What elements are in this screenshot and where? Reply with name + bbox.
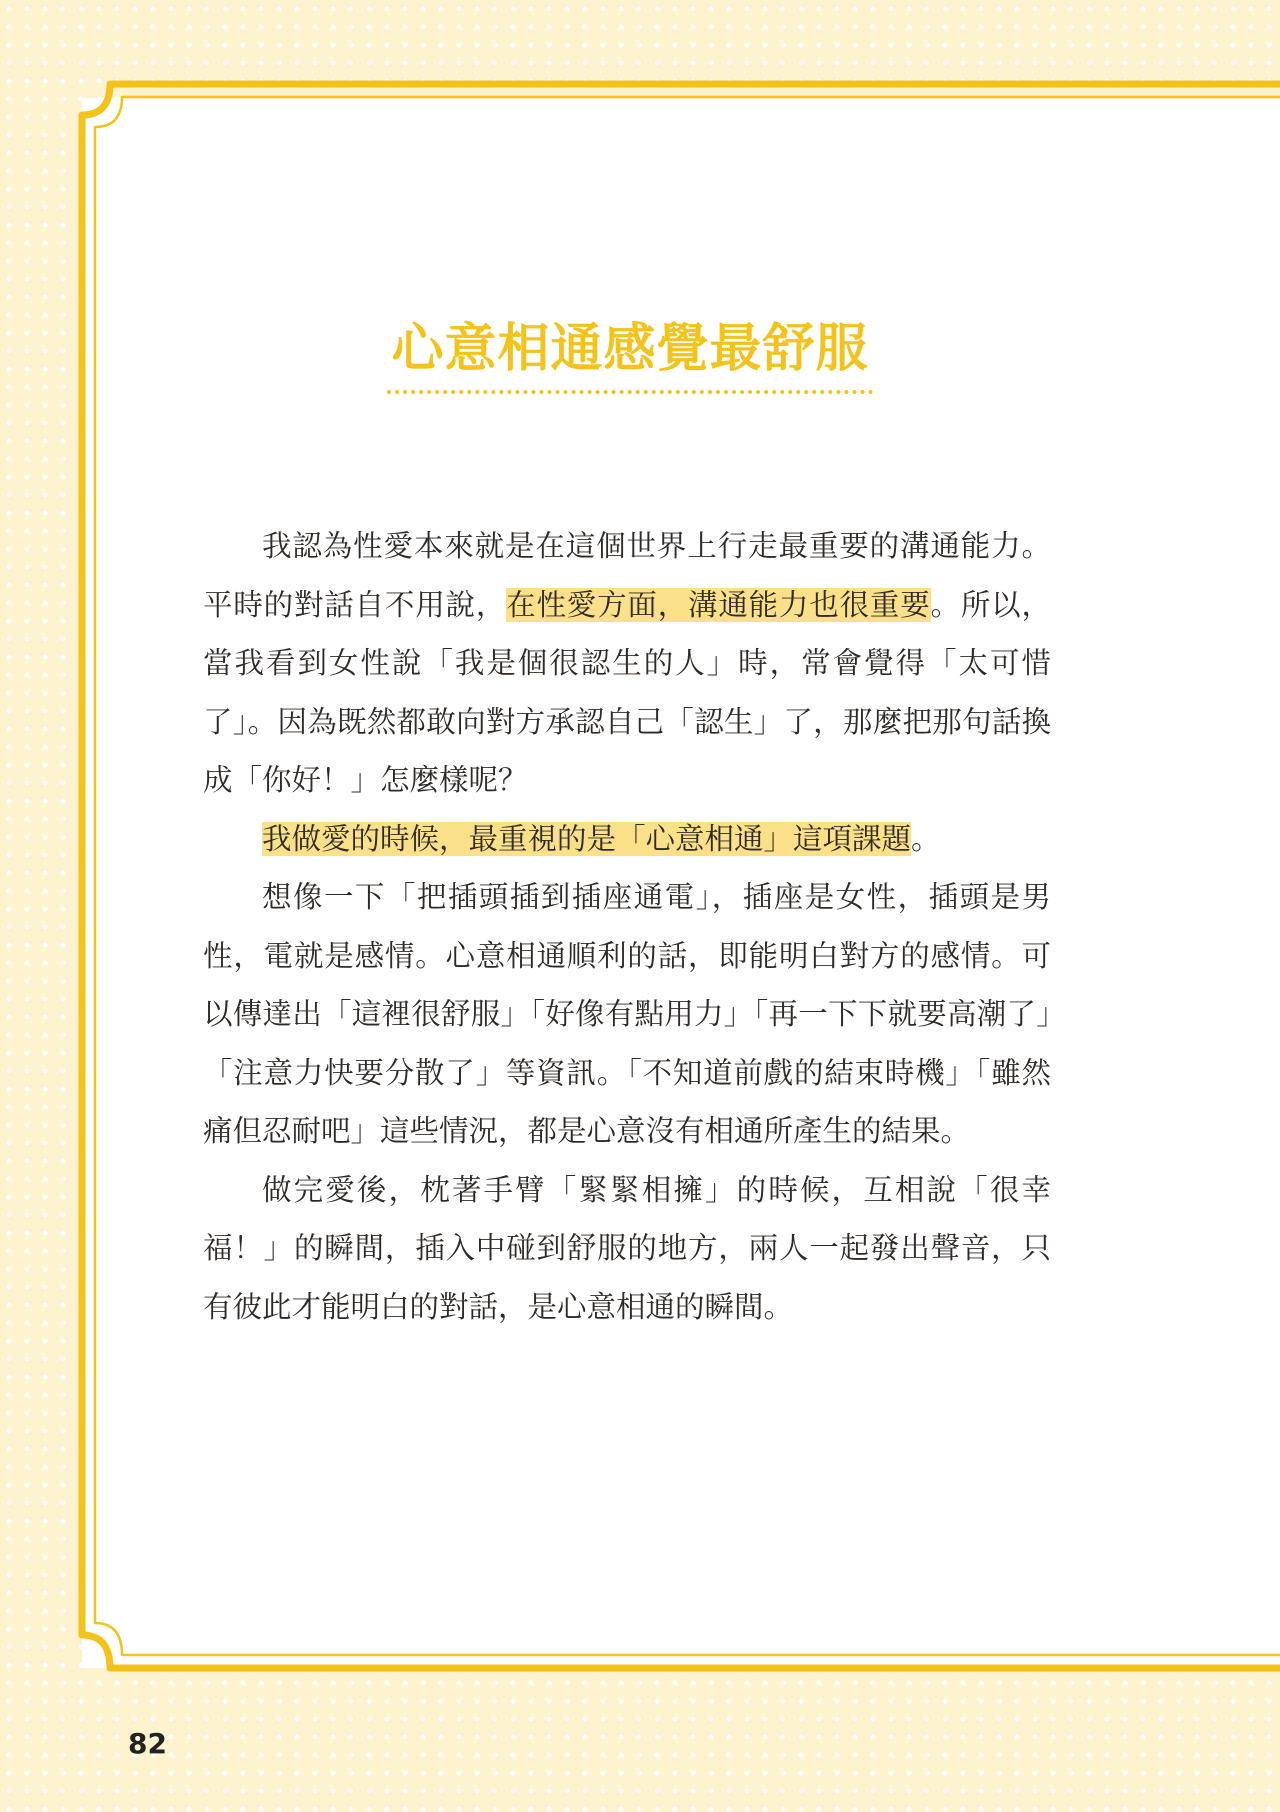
title-container — [0, 283, 1260, 429]
paragraph-text: 想像一下「把插頭插到插座通電」，插座是女性，插頭是男性，電就是感情。心意相通順利的話，即能明白對方的感情。可以傳達出「這裡很舒服」「好像有點用力」「再一下下就要高潮了」「注意力快要分散了」等資訊。「不知道前戲的結束時機」「雖然痛但忍耐吧」這些情況，都是心意沒有相通所產生的結果。 — [203, 880, 1051, 1148]
paragraph-text: 我認為性愛本來就是在這個世界上行走最重要的溝通能力。平時的對話自不用說， — [203, 529, 1051, 622]
paragraph — [203, 868, 1051, 1161]
page-number: 82 — [128, 1727, 167, 1760]
paragraph — [203, 517, 1051, 810]
paragraph — [203, 1161, 1051, 1337]
body-text — [203, 517, 1051, 1336]
page-title: 心意相通感覺最舒服 — [387, 318, 872, 394]
paragraph-text: 。 — [911, 821, 941, 856]
highlighted-text: 在性愛方面，溝通能力也很重要 — [506, 587, 931, 622]
paragraph-text: 做完愛後，枕著手臂「緊緊相擁」的時候，互相說「很幸福！」的瞬間，插入中碰到舒服的地方，兩人一起發出聲音，只有彼此才能明白的對話，是心意相通的瞬間。 — [203, 1172, 1051, 1324]
paragraph — [203, 810, 1051, 869]
paragraph-text: 。所以，當我看到女性說「我是個很認生的人」時，常會覺得「太可惜了」。因為既然都敢向對方承認自己「認生」了，那麼把那句話換成「你好！」怎麼樣呢？ — [203, 587, 1051, 797]
highlighted-text: 我做愛的時候，最重視的是「心意相通」這項課題 — [262, 821, 912, 856]
